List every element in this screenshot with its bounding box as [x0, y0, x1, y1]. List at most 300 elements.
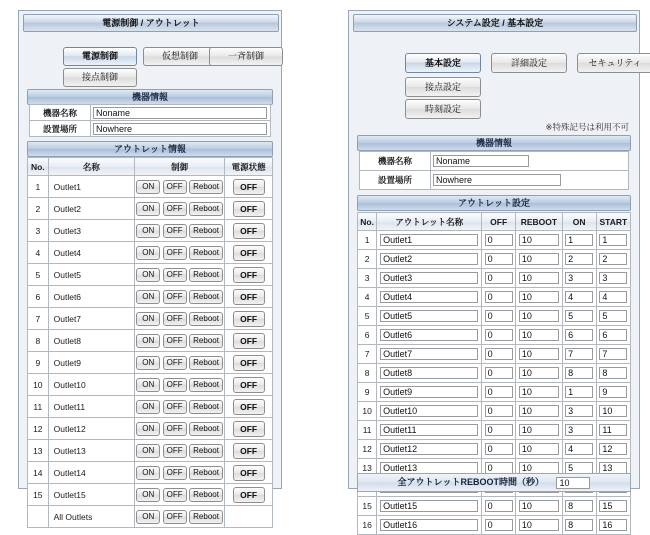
outlet-control-cell[interactable]: [135, 220, 225, 242]
setting-off-cell[interactable]: [482, 326, 516, 345]
setting-reboot-cell[interactable]: [516, 288, 562, 307]
table-row: [28, 330, 273, 352]
status-badge: OFF: [233, 465, 265, 481]
outlet-name-input[interactable]: [380, 519, 478, 531]
power-control-window: [18, 10, 282, 522]
outlet-off-button[interactable]: OFF: [163, 312, 187, 326]
setting-start-cell[interactable]: [596, 402, 630, 421]
setting-no: 16: [358, 516, 377, 535]
outlet-on-button[interactable]: ON: [136, 246, 160, 260]
start-delay-input[interactable]: [599, 253, 627, 265]
status-badge: OFF: [233, 289, 265, 305]
table-row: [28, 462, 273, 484]
outlet-on-button[interactable]: ON: [136, 356, 160, 370]
outlet-reboot-button[interactable]: Reboot: [189, 290, 223, 304]
setting-off-cell[interactable]: [482, 231, 516, 250]
outlet-name: All Outlets: [48, 506, 135, 528]
outlet-control-cell[interactable]: [135, 176, 225, 198]
outlet-name: Outlet3: [48, 220, 135, 242]
off-delay-input[interactable]: [485, 348, 513, 360]
outlet-reboot-button[interactable]: Reboot: [189, 510, 223, 524]
start-delay-input[interactable]: [599, 367, 627, 379]
col-name: 名称: [48, 158, 135, 176]
status-badge: OFF: [233, 377, 265, 393]
tab-basic-settings[interactable]: 基本設定: [405, 53, 481, 73]
outlet-name: Outlet2: [48, 198, 135, 220]
outlet-off-button[interactable]: OFF: [163, 246, 187, 260]
outlet-control-cell[interactable]: [135, 374, 225, 396]
reboot-delay-input[interactable]: [519, 310, 559, 322]
device-info-table: [29, 104, 271, 137]
all-outlet-reboot-footer: [357, 473, 631, 492]
outlet-no: 10: [28, 374, 49, 396]
outlet-on-button[interactable]: ON: [136, 312, 160, 326]
on-delay-input[interactable]: [565, 348, 593, 360]
setting-reboot-cell[interactable]: [516, 231, 562, 250]
setting-no: 4: [358, 288, 377, 307]
off-delay-input[interactable]: [485, 310, 513, 322]
setting-reboot-cell[interactable]: [516, 250, 562, 269]
all-outlet-reboot-label: 全アウトレットREBOOT時間（秒）: [397, 477, 544, 487]
outlet-on-button[interactable]: ON: [136, 202, 160, 216]
status-badge: OFF: [233, 245, 265, 261]
outlet-reboot-button[interactable]: Reboot: [189, 444, 223, 458]
device-name-cell[interactable]: [91, 105, 271, 121]
off-delay-input[interactable]: [485, 405, 513, 417]
device-location-input[interactable]: [93, 123, 267, 135]
start-delay-input[interactable]: [599, 272, 627, 284]
outlet-on-button[interactable]: ON: [136, 466, 160, 480]
outlet-name-input[interactable]: [380, 500, 478, 512]
setting-reboot-cell[interactable]: [516, 383, 562, 402]
setting-on-cell[interactable]: [562, 345, 596, 364]
off-delay-input[interactable]: [485, 253, 513, 265]
outlet-on-button[interactable]: ON: [136, 510, 160, 524]
off-delay-input[interactable]: [485, 367, 513, 379]
outlet-control-cell[interactable]: [135, 418, 225, 440]
outlet-control-cell[interactable]: [135, 462, 225, 484]
table-row: [30, 121, 271, 137]
setting-name-cell[interactable]: [377, 516, 482, 535]
outlet-on-button[interactable]: ON: [136, 422, 160, 436]
setting-no: 10: [358, 402, 377, 421]
reboot-delay-input[interactable]: [519, 519, 559, 531]
outlet-on-button[interactable]: ON: [136, 400, 160, 414]
reboot-delay-input[interactable]: [519, 443, 559, 455]
outlet-off-button[interactable]: OFF: [163, 510, 187, 524]
setting-off-cell[interactable]: [482, 383, 516, 402]
outlet-off-button[interactable]: OFF: [163, 180, 187, 194]
table-row: [28, 264, 273, 286]
setting-reboot-cell[interactable]: [516, 497, 562, 516]
setting-no: 11: [358, 421, 377, 440]
setting-start-cell[interactable]: [596, 250, 630, 269]
table-row: [358, 421, 631, 440]
start-delay-input[interactable]: [599, 310, 627, 322]
tab-contact-settings[interactable]: 接点設定: [405, 77, 481, 97]
setting-start-cell[interactable]: [596, 383, 630, 402]
outlet-control-cell[interactable]: [135, 352, 225, 374]
reboot-delay-input[interactable]: [519, 253, 559, 265]
outlet-control-cell[interactable]: [135, 330, 225, 352]
outlet-name: Outlet6: [48, 286, 135, 308]
outlet-on-button[interactable]: ON: [136, 268, 160, 282]
outlet-state-cell: [225, 198, 273, 220]
outlet-state-cell: [225, 330, 273, 352]
outlet-on-button[interactable]: ON: [136, 224, 160, 238]
setting-on-cell[interactable]: [562, 288, 596, 307]
off-delay-input[interactable]: [485, 519, 513, 531]
outlet-control-cell[interactable]: [135, 308, 225, 330]
reboot-delay-input[interactable]: [519, 272, 559, 284]
setting-no: 15: [358, 497, 377, 516]
outlet-reboot-button[interactable]: Reboot: [189, 400, 223, 414]
start-delay-input[interactable]: [599, 386, 627, 398]
status-badge: OFF: [233, 355, 265, 371]
outlet-off-button[interactable]: OFF: [163, 444, 187, 458]
tab-bulk-control[interactable]: 一斉制御: [209, 47, 283, 66]
outlet-no: 1: [28, 176, 49, 198]
start-delay-input[interactable]: [599, 348, 627, 360]
on-delay-input[interactable]: [565, 329, 593, 341]
setting-on-cell[interactable]: [562, 516, 596, 535]
outlet-control-cell[interactable]: [135, 264, 225, 286]
setting-reboot-cell[interactable]: [516, 440, 562, 459]
outlet-control-cell[interactable]: [135, 198, 225, 220]
outlet-on-button[interactable]: ON: [136, 488, 160, 502]
status-badge: OFF: [233, 223, 265, 239]
setting-no: 5: [358, 307, 377, 326]
col-no: No.: [358, 213, 377, 231]
tab-time-settings[interactable]: 時刻設定: [405, 99, 481, 119]
table-row: [360, 171, 629, 190]
off-delay-input[interactable]: [485, 291, 513, 303]
right-device-name-cell[interactable]: [431, 152, 629, 171]
off-delay-input[interactable]: [485, 424, 513, 436]
start-delay-input[interactable]: [599, 519, 627, 531]
outlet-name-input[interactable]: [380, 443, 478, 455]
setting-reboot-cell[interactable]: [516, 326, 562, 345]
outlet-control-cell[interactable]: [135, 286, 225, 308]
outlet-no: 9: [28, 352, 49, 374]
on-delay-input[interactable]: [565, 500, 593, 512]
on-delay-input[interactable]: [565, 424, 593, 436]
outlet-reboot-button[interactable]: Reboot: [189, 312, 223, 326]
system-settings-window: [348, 10, 642, 530]
reboot-delay-input[interactable]: [519, 367, 559, 379]
setting-on-cell[interactable]: [562, 269, 596, 288]
special-chars-note: ※特殊記号は利用不可: [545, 122, 629, 132]
status-badge: OFF: [233, 311, 265, 327]
setting-start-cell[interactable]: [596, 269, 630, 288]
setting-start-cell[interactable]: [596, 231, 630, 250]
setting-off-cell[interactable]: [482, 307, 516, 326]
on-delay-input[interactable]: [565, 443, 593, 455]
setting-reboot-cell[interactable]: [516, 307, 562, 326]
status-badge: OFF: [233, 333, 265, 349]
on-delay-input[interactable]: [565, 519, 593, 531]
setting-name-cell[interactable]: [377, 345, 482, 364]
table-row: [28, 374, 273, 396]
start-delay-input[interactable]: [599, 291, 627, 303]
on-delay-input[interactable]: [565, 291, 593, 303]
on-delay-input[interactable]: [565, 272, 593, 284]
outlet-on-button[interactable]: ON: [136, 378, 160, 392]
on-delay-input[interactable]: [565, 234, 593, 246]
on-delay-input[interactable]: [565, 405, 593, 417]
outlet-on-button[interactable]: ON: [136, 444, 160, 458]
outlet-state-cell: [225, 220, 273, 242]
outlet-reboot-button[interactable]: Reboot: [189, 466, 223, 480]
table-row: [358, 383, 631, 402]
outlet-reboot-button[interactable]: Reboot: [189, 224, 223, 238]
outlet-name-input[interactable]: [380, 367, 478, 379]
outlet-no: 15: [28, 484, 49, 506]
table-row: [358, 307, 631, 326]
start-delay-input[interactable]: [599, 329, 627, 341]
outlet-off-button[interactable]: OFF: [163, 400, 187, 414]
table-row: [358, 516, 631, 535]
setting-off-cell[interactable]: [482, 250, 516, 269]
off-delay-input[interactable]: [485, 272, 513, 284]
setting-start-cell[interactable]: [596, 516, 630, 535]
outlet-on-button[interactable]: ON: [136, 290, 160, 304]
outlet-no: 14: [28, 462, 49, 484]
setting-off-cell[interactable]: [482, 440, 516, 459]
col-reboot: REBOOT: [516, 213, 562, 231]
table-row: [28, 440, 273, 462]
setting-name-cell[interactable]: [377, 307, 482, 326]
setting-off-cell[interactable]: [482, 345, 516, 364]
outlet-name-input[interactable]: [380, 291, 478, 303]
table-row: [28, 176, 273, 198]
reboot-delay-input[interactable]: [519, 348, 559, 360]
setting-name-cell[interactable]: [377, 497, 482, 516]
setting-reboot-cell[interactable]: [516, 345, 562, 364]
setting-name-cell[interactable]: [377, 231, 482, 250]
outlet-no: 7: [28, 308, 49, 330]
setting-off-cell[interactable]: [482, 269, 516, 288]
tab-virtual-control[interactable]: 仮想制御: [143, 47, 217, 66]
status-badge: OFF: [233, 201, 265, 217]
setting-on-cell[interactable]: [562, 421, 596, 440]
outlet-name-input[interactable]: [380, 424, 478, 436]
col-control: 制御: [135, 158, 225, 176]
outlet-reboot-button[interactable]: Reboot: [189, 378, 223, 392]
right-device-info-section-title: 機器情報: [357, 135, 631, 151]
col-start: START: [596, 213, 630, 231]
outlet-off-button[interactable]: OFF: [163, 224, 187, 238]
right-device-name-label: 機器名称: [360, 152, 431, 171]
setting-no: 6: [358, 326, 377, 345]
setting-name-cell[interactable]: [377, 440, 482, 459]
table-row: [358, 402, 631, 421]
right-device-location-input[interactable]: [433, 174, 561, 186]
setting-name-cell[interactable]: [377, 421, 482, 440]
start-delay-input[interactable]: [599, 500, 627, 512]
outlet-on-button[interactable]: ON: [136, 180, 160, 194]
start-delay-input[interactable]: [599, 405, 627, 417]
table-row: [358, 269, 631, 288]
setting-on-cell[interactable]: [562, 307, 596, 326]
status-badge: OFF: [233, 399, 265, 415]
outlet-name-input[interactable]: [380, 386, 478, 398]
setting-off-cell[interactable]: [482, 421, 516, 440]
status-badge: OFF: [233, 421, 265, 437]
setting-start-cell[interactable]: [596, 288, 630, 307]
outlet-reboot-button[interactable]: Reboot: [189, 202, 223, 216]
outlet-name-input[interactable]: [380, 253, 478, 265]
outlet-state-cell: [225, 176, 273, 198]
setting-on-cell[interactable]: [562, 326, 596, 345]
outlet-name: Outlet11: [48, 396, 135, 418]
outlet-name-input[interactable]: [380, 234, 478, 246]
outlet-state-cell: [225, 418, 273, 440]
start-delay-input[interactable]: [599, 424, 627, 436]
off-delay-input[interactable]: [485, 443, 513, 455]
off-delay-input[interactable]: [485, 329, 513, 341]
setting-off-cell[interactable]: [482, 364, 516, 383]
reboot-delay-input[interactable]: [519, 291, 559, 303]
reboot-delay-input[interactable]: [519, 405, 559, 417]
outlet-name-input[interactable]: [380, 405, 478, 417]
outlet-name-input[interactable]: [380, 348, 478, 360]
table-row: [28, 308, 273, 330]
setting-reboot-cell[interactable]: [516, 364, 562, 383]
tab-power-control[interactable]: 電源制御: [63, 47, 137, 66]
right-device-name-input[interactable]: [433, 155, 529, 167]
setting-off-cell[interactable]: [482, 402, 516, 421]
setting-reboot-cell[interactable]: [516, 421, 562, 440]
outlet-reboot-button[interactable]: Reboot: [189, 334, 223, 348]
outlet-reboot-button[interactable]: Reboot: [189, 268, 223, 282]
right-window-title: システム設定 / 基本設定: [353, 14, 637, 32]
outlet-no: 13: [28, 440, 49, 462]
outlet-reboot-button[interactable]: Reboot: [189, 422, 223, 436]
setting-on-cell[interactable]: [562, 383, 596, 402]
on-delay-input[interactable]: [565, 367, 593, 379]
outlet-reboot-button[interactable]: Reboot: [189, 246, 223, 260]
tab-detail-settings[interactable]: 詳細設定: [491, 53, 567, 73]
right-device-location-cell[interactable]: [431, 171, 629, 190]
setting-on-cell[interactable]: [562, 497, 596, 516]
outlet-off-button[interactable]: OFF: [163, 290, 187, 304]
off-delay-input[interactable]: [485, 500, 513, 512]
setting-reboot-cell[interactable]: [516, 402, 562, 421]
outlet-state-cell: [225, 308, 273, 330]
setting-name-cell[interactable]: [377, 250, 482, 269]
right-device-location-label: 設置場所: [360, 171, 431, 190]
outlet-control-cell[interactable]: [135, 506, 225, 528]
setting-on-cell[interactable]: [562, 231, 596, 250]
outlet-no: 8: [28, 330, 49, 352]
tab-contact-control[interactable]: 接点制御: [63, 68, 137, 87]
setting-name-cell[interactable]: [377, 326, 482, 345]
table-row: [358, 345, 631, 364]
reboot-delay-input[interactable]: [519, 234, 559, 246]
setting-start-cell[interactable]: [596, 440, 630, 459]
setting-on-cell[interactable]: [562, 402, 596, 421]
setting-start-cell[interactable]: [596, 497, 630, 516]
reboot-delay-input[interactable]: [519, 424, 559, 436]
setting-name-cell[interactable]: [377, 402, 482, 421]
col-state: 電源状態: [225, 158, 273, 176]
setting-on-cell[interactable]: [562, 250, 596, 269]
outlet-off-button[interactable]: OFF: [163, 488, 187, 502]
outlet-reboot-button[interactable]: Reboot: [189, 488, 223, 502]
outlet-control-cell[interactable]: [135, 440, 225, 462]
outlet-name: Outlet8: [48, 330, 135, 352]
outlet-off-button[interactable]: OFF: [163, 202, 187, 216]
tab-security-settings[interactable]: セキュリティ: [577, 53, 650, 73]
outlet-off-button[interactable]: OFF: [163, 466, 187, 480]
start-delay-input[interactable]: [599, 443, 627, 455]
right-device-info-table: [359, 151, 629, 190]
outlet-reboot-button[interactable]: Reboot: [189, 356, 223, 370]
setting-start-cell[interactable]: [596, 326, 630, 345]
outlet-control-cell[interactable]: [135, 242, 225, 264]
reboot-delay-input[interactable]: [519, 329, 559, 341]
on-delay-input[interactable]: [565, 253, 593, 265]
setting-name-cell[interactable]: [377, 288, 482, 307]
on-delay-input[interactable]: [565, 386, 593, 398]
status-badge: OFF: [233, 267, 265, 283]
on-delay-input[interactable]: [565, 310, 593, 322]
outlet-off-button[interactable]: OFF: [163, 334, 187, 348]
setting-name-cell[interactable]: [377, 364, 482, 383]
outlet-off-button[interactable]: OFF: [163, 422, 187, 436]
outlet-reboot-button[interactable]: Reboot: [189, 180, 223, 194]
device-name-input[interactable]: [93, 107, 267, 119]
table-row: [28, 418, 273, 440]
outlet-state-cell: [225, 440, 273, 462]
setting-on-cell[interactable]: [562, 440, 596, 459]
setting-name-cell[interactable]: [377, 383, 482, 402]
setting-off-cell[interactable]: [482, 497, 516, 516]
setting-start-cell[interactable]: [596, 345, 630, 364]
setting-off-cell[interactable]: [482, 516, 516, 535]
reboot-delay-input[interactable]: [519, 500, 559, 512]
setting-start-cell[interactable]: [596, 421, 630, 440]
outlet-name-input[interactable]: [380, 310, 478, 322]
outlet-off-button[interactable]: OFF: [163, 356, 187, 370]
setting-start-cell[interactable]: [596, 364, 630, 383]
start-delay-input[interactable]: [599, 234, 627, 246]
setting-reboot-cell[interactable]: [516, 516, 562, 535]
setting-off-cell[interactable]: [482, 288, 516, 307]
off-delay-input[interactable]: [485, 234, 513, 246]
setting-no: 3: [358, 269, 377, 288]
setting-on-cell[interactable]: [562, 364, 596, 383]
outlet-name-input[interactable]: [380, 272, 478, 284]
setting-no: 7: [358, 345, 377, 364]
outlet-state-cell: [225, 352, 273, 374]
outlet-on-button[interactable]: ON: [136, 334, 160, 348]
outlet-name: Outlet15: [48, 484, 135, 506]
outlet-name-input[interactable]: [380, 329, 478, 341]
setting-name-cell[interactable]: [377, 269, 482, 288]
off-delay-input[interactable]: [485, 386, 513, 398]
outlet-off-button[interactable]: OFF: [163, 378, 187, 392]
outlet-name: Outlet10: [48, 374, 135, 396]
setting-reboot-cell[interactable]: [516, 269, 562, 288]
reboot-delay-input[interactable]: [519, 386, 559, 398]
setting-start-cell[interactable]: [596, 307, 630, 326]
outlet-control-cell[interactable]: [135, 396, 225, 418]
device-location-cell[interactable]: [91, 121, 271, 137]
outlet-off-button[interactable]: OFF: [163, 268, 187, 282]
table-row: [28, 352, 273, 374]
